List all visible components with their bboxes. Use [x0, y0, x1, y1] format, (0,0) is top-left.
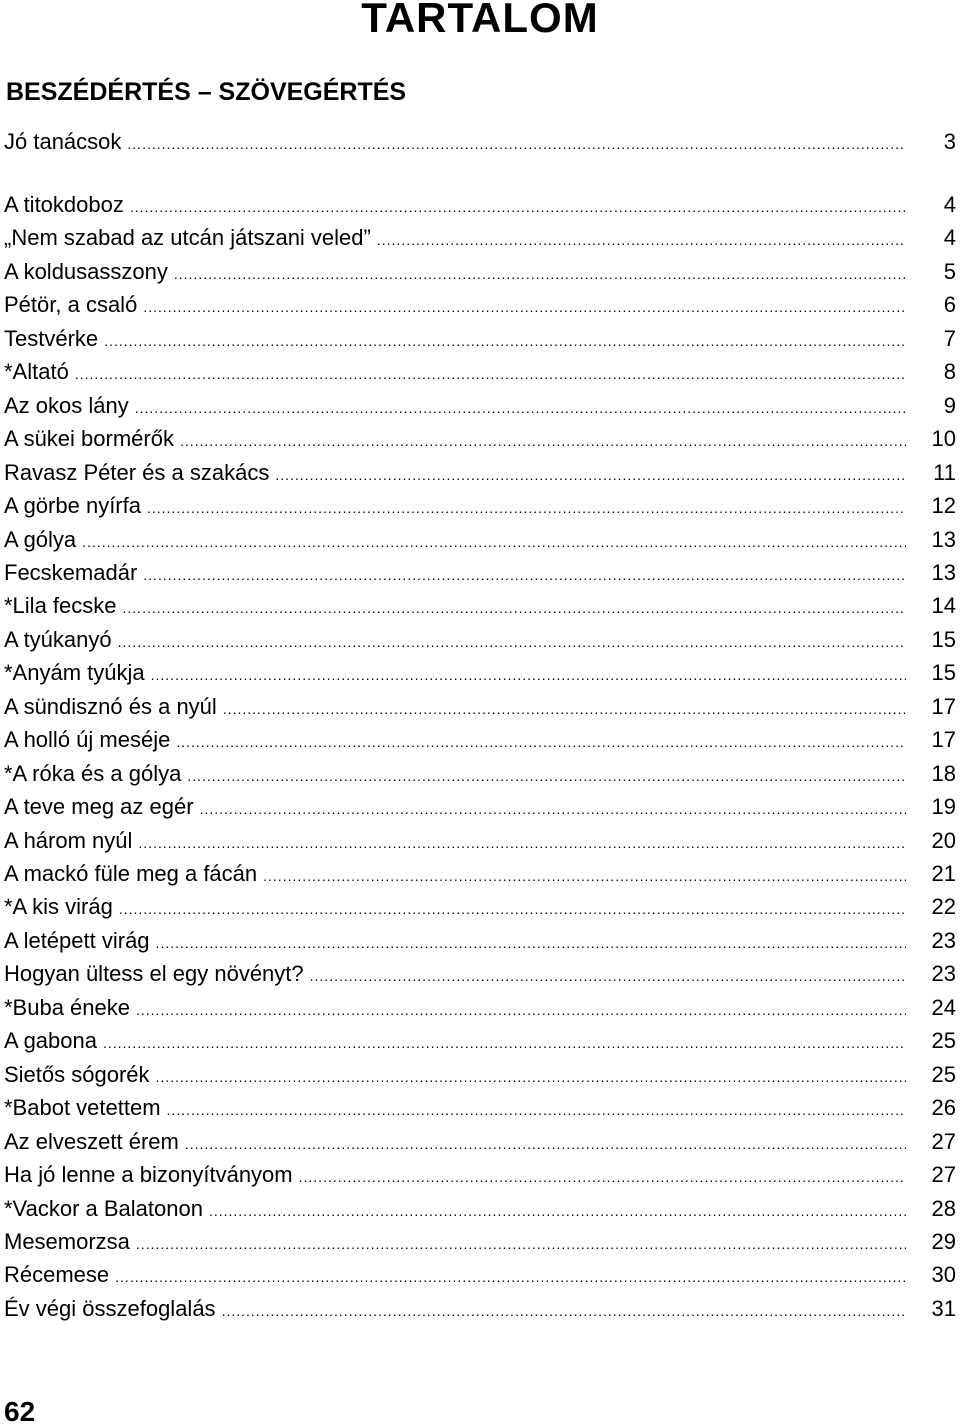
toc-leader-dots [138, 827, 906, 860]
toc-entry-title: A tyúkanyó [4, 627, 112, 652]
toc-entry-page: 5 [943, 259, 956, 284]
toc-entry-title: A letépett virág [4, 928, 150, 953]
toc-entry-title: „Nem szabad az utcán játszani veled” [4, 225, 371, 250]
toc-leader-dots [115, 1261, 906, 1294]
toc-entry-title: Az okos lány [4, 393, 129, 418]
toc-entry-title: A titokdoboz [4, 192, 124, 217]
toc-leader-dots [82, 526, 906, 559]
toc-leader-dots [147, 492, 906, 525]
toc-entry [4, 623, 956, 656]
toc-entry [4, 322, 956, 355]
toc-entry [4, 991, 956, 1024]
toc-leader-dots [119, 893, 906, 926]
toc-entry [4, 125, 956, 158]
toc-entry-page: 25 [931, 1062, 956, 1087]
toc-leader-dots [222, 1295, 906, 1328]
toc-entry-page: 23 [931, 961, 956, 986]
toc-entry [4, 656, 956, 689]
toc-leader-dots [130, 191, 906, 224]
toc-entry-page: 9 [943, 393, 956, 418]
section-heading: BESZÉDÉRTÉS – SZÖVEGÉRTÉS [6, 78, 407, 106]
toc-entry [4, 523, 956, 556]
toc-entry-page: 22 [931, 894, 956, 919]
toc-entry-page: 8 [943, 359, 956, 384]
toc-leader-dots [167, 1094, 906, 1127]
toc-leader-dots [377, 224, 906, 257]
toc-entry-page: 20 [931, 828, 956, 853]
toc-leader-dots [185, 1128, 906, 1161]
toc-entry-title: *A kis virág [4, 894, 113, 919]
toc-entry [4, 824, 956, 857]
toc-entry-title: Az elveszett érem [4, 1129, 179, 1154]
toc-entry-page: 24 [931, 995, 956, 1020]
toc-leader-dots [310, 960, 906, 993]
toc-entry-page: 3 [943, 129, 956, 154]
toc-entry-page: 11 [933, 460, 956, 485]
toc-entry [4, 1024, 956, 1057]
toc-leader-dots [174, 258, 906, 291]
toc-entry [4, 890, 956, 923]
toc-entry-title: Récemese [4, 1262, 110, 1287]
toc-leader-dots [118, 626, 906, 659]
toc-entry-title: *A róka és a gólya [4, 761, 182, 786]
toc-entry [4, 389, 956, 422]
toc-entry [4, 355, 956, 388]
toc-entry-title: A mackó füle meg a fácán [4, 861, 258, 886]
toc-entry [4, 857, 956, 890]
toc-entry [4, 1225, 956, 1258]
toc-entry [4, 556, 956, 589]
toc-entry [4, 924, 956, 957]
toc-entry [4, 690, 956, 723]
toc-entry-title: A gabona [4, 1028, 97, 1053]
toc-entry-page: 27 [931, 1129, 956, 1154]
toc-entry-title: Pétör, a csaló [4, 292, 138, 317]
toc-leader-dots [143, 291, 906, 324]
toc-leader-dots [135, 392, 906, 425]
toc-entry-page: 31 [931, 1296, 956, 1321]
toc-entry-title: *Babot vetettem [4, 1095, 161, 1120]
toc-leader-dots [200, 793, 906, 826]
toc-entry-page: 13 [931, 560, 956, 585]
toc-entry-title: Hogyan ültess el egy növényt? [4, 961, 304, 986]
toc-entry [4, 255, 956, 288]
toc-leader-dots [123, 592, 906, 625]
toc-entry [4, 1125, 956, 1158]
toc-entry [4, 589, 956, 622]
toc-leader-dots [263, 860, 906, 893]
toc-entry-page: 27 [931, 1162, 956, 1187]
toc-entry-title: *Altató [4, 359, 69, 384]
toc-leader-dots [223, 693, 906, 726]
toc-entry-page: 7 [943, 326, 956, 351]
toc-entry-title: A görbe nyírfa [4, 493, 141, 518]
toc-leader-dots [127, 128, 906, 161]
toc-entry [4, 1091, 956, 1124]
toc-leader-dots [209, 1195, 906, 1228]
toc-leader-dots [187, 760, 906, 793]
page-title: TARTALOM [361, 0, 599, 41]
toc-entry-page: 19 [931, 794, 956, 819]
toc-entry-title: A koldusasszony [4, 259, 168, 284]
toc-entry-page: 15 [931, 660, 956, 685]
toc-entry-page: 29 [931, 1229, 956, 1254]
toc-entry-title: Sietős sógorék [4, 1062, 150, 1087]
toc-leader-dots [104, 325, 906, 358]
toc-entry-page: 10 [931, 426, 956, 451]
page-number: 62 [4, 1396, 36, 1427]
toc-entry-title: Fecskemadár [4, 560, 138, 585]
toc-entry-title: Ravasz Péter és a szakács [4, 460, 270, 485]
toc-entry [4, 723, 956, 756]
toc-entry [4, 422, 956, 455]
toc-entry [4, 757, 956, 790]
toc-entry [4, 1058, 956, 1091]
toc-entry-page: 28 [931, 1196, 956, 1221]
toc-entry-page: 25 [931, 1028, 956, 1053]
toc-entry [4, 1158, 956, 1191]
toc-leader-dots [156, 927, 906, 960]
toc-entry-page: 18 [931, 761, 956, 786]
toc-leader-dots [151, 659, 906, 692]
toc-leader-dots [299, 1161, 906, 1194]
toc-leader-dots [143, 559, 906, 592]
toc-entry-page: 14 [931, 593, 956, 618]
toc-entry-title: Testvérke [4, 326, 99, 351]
toc-entry [4, 1258, 956, 1291]
toc-entry-title: *Vackor a Balatonon [4, 1196, 203, 1221]
toc-leader-dots [136, 1228, 906, 1261]
toc-entry-page: 12 [931, 493, 956, 518]
toc-entry-page: 6 [943, 292, 956, 317]
toc-entry-title: A teve meg az egér [4, 794, 194, 819]
toc-entry [4, 1292, 956, 1325]
toc-entry-title: A sündisznó és a nyúl [4, 694, 217, 719]
toc-entry-page: 4 [943, 225, 956, 250]
toc-entry-title: *Buba éneke [4, 995, 130, 1020]
toc-leader-dots [180, 425, 906, 458]
toc-entry [4, 790, 956, 823]
toc-entry-title: Év végi összefoglalás [4, 1296, 216, 1321]
toc-entry-title: A holló új meséje [4, 727, 171, 752]
toc-leader-dots [176, 726, 906, 759]
toc-entry-title: Jó tanácsok [4, 129, 122, 154]
toc-leader-dots [275, 459, 906, 492]
toc-leader-dots [156, 1061, 906, 1094]
toc-entry-title: A három nyúl [4, 828, 133, 853]
toc-entry-title: *Lila fecske [4, 593, 117, 618]
toc-leader-dots [75, 358, 906, 391]
toc-entry [4, 456, 956, 489]
toc-entry [4, 288, 956, 321]
toc-entry-title: Mesemorzsa [4, 1229, 130, 1254]
toc-entry-title: A gólya [4, 527, 77, 552]
toc-leader-dots [136, 994, 906, 1027]
toc-entry-page: 4 [943, 192, 956, 217]
toc-entry-page: 26 [931, 1095, 956, 1120]
toc-entry-page: 17 [931, 727, 956, 752]
toc-entry [4, 489, 956, 522]
toc-entry [4, 188, 956, 221]
toc-entry-page: 30 [931, 1262, 956, 1287]
toc-entry [4, 1192, 956, 1225]
toc-entry-title: *Anyám tyúkja [4, 660, 145, 685]
toc-entry-page: 23 [931, 928, 956, 953]
toc-entry-page: 17 [931, 694, 956, 719]
toc-entry-page: 15 [931, 627, 956, 652]
toc-entry [4, 221, 956, 254]
toc-entry-page: 21 [931, 861, 956, 886]
toc-entry [4, 957, 956, 990]
toc-leader-dots [103, 1027, 906, 1060]
toc-entry-title: A sükei bormérők [4, 426, 174, 451]
toc-entry-page: 13 [931, 527, 956, 552]
toc-entry-title: Ha jó lenne a bizonyítványom [4, 1162, 293, 1187]
